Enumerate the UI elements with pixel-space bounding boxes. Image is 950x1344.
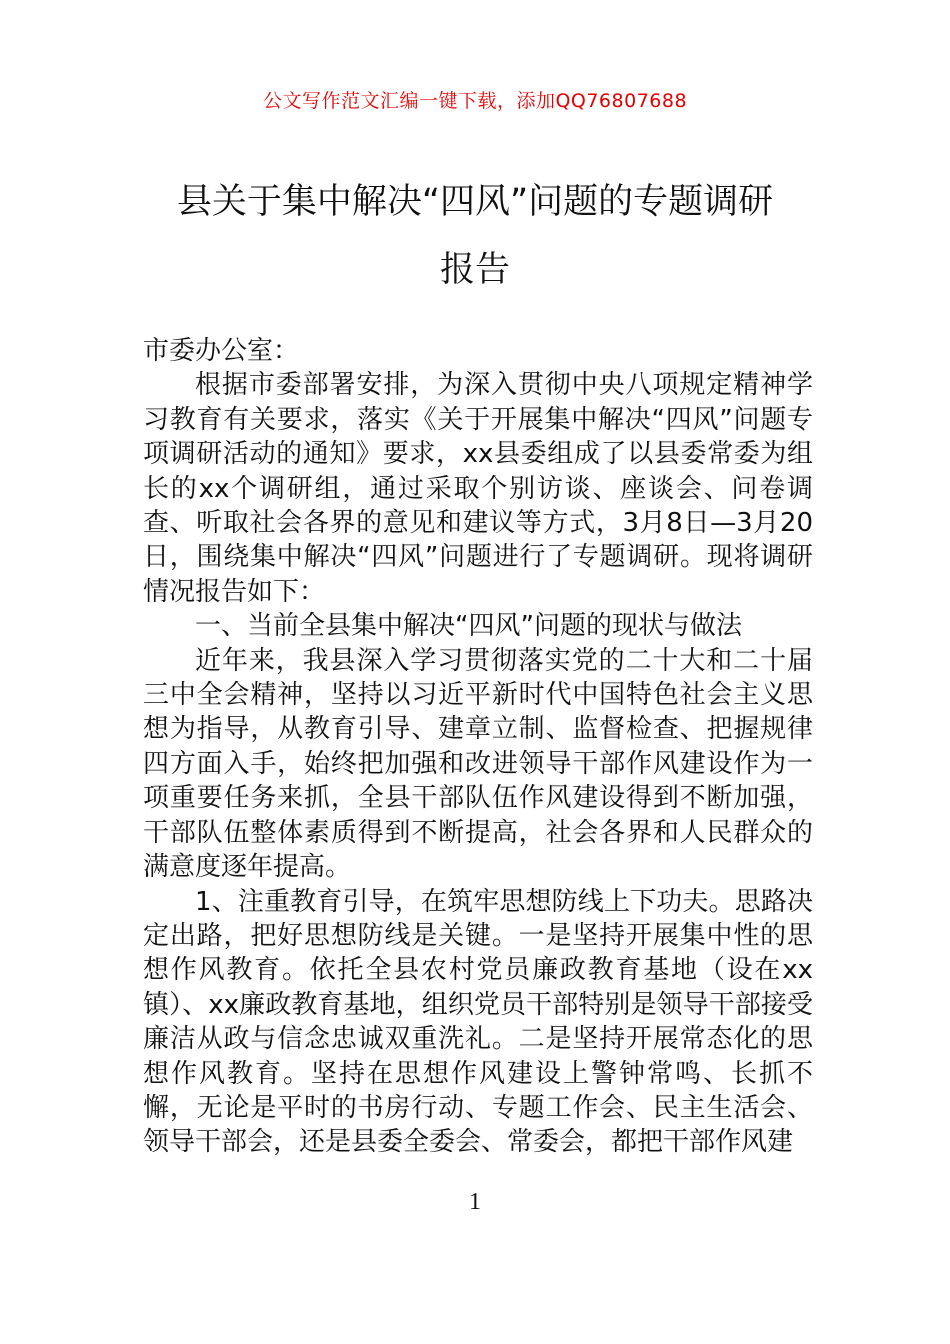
section-heading-1: 一、当前全县集中解决“四风”问题的现状与做法 xyxy=(195,611,742,642)
document-title xyxy=(0,168,950,304)
paragraph-item-1: 1、注重教育引导，在筑牢思想防线上下功夫。思路决定出路，把好思想防线是关键。一是坚持开展集中性的思想作风教育。依托全县农村党员廉政教育基地（设在xx镇）、xx廉政教育基地，组织党员干部特别是领导干部接受廉洁从政与信念忠诚双重洗礼。二是坚持开展常态化的思想作风教育。坚持在思想作风建设上警钟常鸣、长抓不懈，无论是平时的书房行动、专题工作会、民主生活会、领导干部会，还是县委全委会、常委会，都把干部作风建 xyxy=(143,886,813,1158)
title-line-1: 县关于集中解决“四风”问题的专题调研 xyxy=(176,182,774,222)
salutation: 市委办公室： xyxy=(143,336,300,366)
document-body xyxy=(143,334,813,1160)
paragraph-intro: 根据市委部署安排，为深入贯彻中央八项规定精神学习教育有关要求，落实《关于开展集中解决“四风”问题专项调研活动的通知》要求，xx县委组成了以县委常委为组长的xx个调研组，通过采取个别访谈、座谈会、问卷调查、听取社会各界的意见和建议等方式，3月8日—3月20日，围绕集中解决“四风”问题进行了专题调研。现将调研情况报告如下： xyxy=(143,370,813,607)
page-number: 1 xyxy=(469,1189,481,1215)
download-notice: 公文写作范文汇编一键下载，添加QQ76807688 xyxy=(262,90,688,112)
paragraph-overview: 近年来，我县深入学习贯彻落实党的二十大和二十届三中全会精神，坚持以习近平新时代中国特色社会主义思想为指导，从教育引导、建章立制、监督检查、把握规律四方面入手，始终把加强和改进领导干部作风建设作为一项重要任务来抓，全县干部队伍作风建设得到不断加强，干部队伍整体素质得到不断提高，社会各界和人民群众的满意度逐年提高。 xyxy=(143,645,813,883)
title-line-2: 报告 xyxy=(439,250,510,290)
